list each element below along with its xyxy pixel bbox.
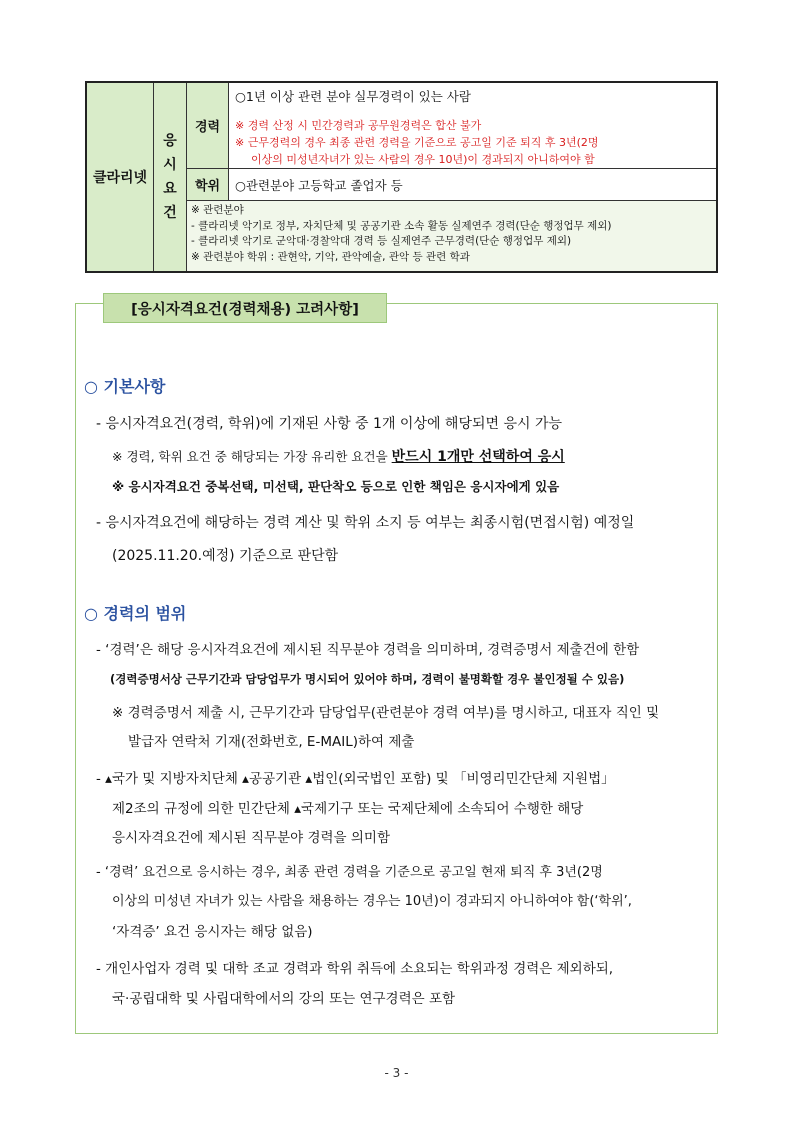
- note-line: ※ 관련분야: [191, 204, 244, 216]
- career-bullet-4a: - 개인사업자 경력 및 대학 조교 경력과 학위 취득에 소요되는 학위과정 경력은 제외하되,: [96, 961, 614, 977]
- related-field-notes: [187, 201, 716, 271]
- experience-requirement: ○1년 이상 관련 분야 실무경력이 있는 사람: [235, 89, 471, 104]
- note-line: ※ 관련분야 학위 : 관현악, 기악, 관악예술, 관악 등 관련 학과: [191, 250, 470, 263]
- career-bullet-2a: - ▴국가 및 지방자치단체 ▴공공기관 ▴법인(외국법인 포함) 및 「비영리민간단체 지원법」: [96, 771, 615, 787]
- experience-label: 경력: [187, 83, 229, 169]
- section-heading-basics: ○ 기본사항: [84, 377, 166, 396]
- basics-note-1-text: ※ 경력, 학위 요건 중 해당되는 가장 유리한 요건을: [112, 449, 392, 464]
- requirements-label-char: 건: [163, 205, 177, 221]
- requirements-label-char: 요: [163, 181, 177, 197]
- basics-bullet-2b: (2025.11.20.예정) 기준으로 판단함: [112, 548, 339, 564]
- career-bullet-3b: 이상의 미성년 자녀가 있는 사람을 채용하는 경우는 10년)이 경과되지 아니하여야 함(‘학위’,: [112, 894, 632, 909]
- degree-requirement: ○관련분야 고등학교 졸업자 등: [229, 169, 716, 201]
- basics-note-1-emphasis: 반드시 1개만 선택하여 응시: [391, 449, 565, 465]
- requirements-label-cell: [154, 83, 187, 271]
- section-heading-career-scope: ○ 경력의 범위: [84, 604, 187, 623]
- career-bullet-4b: 국·공립대학 및 사립대학에서의 강의 또는 연구경력은 포함: [112, 991, 456, 1007]
- degree-label: 학위: [187, 169, 229, 201]
- note-line: - 클라리넷 악기로 군악대·경찰악대 경력 등 실제연주 근무경력(단순 행정업무 제외): [191, 235, 572, 247]
- basics-note-1: [112, 446, 565, 466]
- basics-bullet-1: - 응시자격요건(경력, 학위)에 기재된 사항 중 1개 이상에 해당되면 응시 가능: [96, 416, 563, 432]
- experience-note-2a: ※ 근무경력의 경우 최종 관련 경력을 기준으로 공고일 기준 퇴직 후 3년(2명: [235, 136, 599, 149]
- basics-bullet-2a: - 응시자격요건에 해당하는 경력 계산 및 학위 소지 등 여부는 최종시험(면접시험) 예정일: [96, 515, 635, 531]
- career-bullet-1: - ‘경력’은 해당 응시자격요건에 제시된 직무분야 경력을 의미하며, 경력증명서 제출건에 한함: [96, 642, 640, 658]
- experience-content: [229, 83, 716, 169]
- career-bullet-2b: 제2조의 규정에 의한 민간단체 ▴국제기구 또는 국제단체에 소속되어 수행한 해당: [112, 801, 584, 817]
- requirements-table: [85, 81, 718, 273]
- career-bullet-3a: - ‘경력’ 요건으로 응시하는 경우, 최종 관련 경력을 기준으로 공고일 현재 퇴직 후 3년(2명: [96, 865, 603, 880]
- requirements-label-char: 시: [163, 157, 177, 173]
- career-note-1a: ※ 경력증명서 제출 시, 근무기간과 담당업무(관련분야 경력 여부)를 명시하고, 대표자 직인 및: [112, 705, 660, 721]
- note-line: - 클라리넷 악기로 정부, 자치단체 및 공공기관 소속 활동 실제연주 경력(단순 행정업무 제외): [191, 219, 612, 232]
- experience-note-2b: 이상의 미성년자녀가 있는 사람의 경우 10년)이 경과되지 아니하여야 함: [251, 153, 595, 166]
- career-bullet-2c: 응시자격요건에 제시된 직무분야 경력을 의미함: [112, 830, 390, 846]
- career-note-1b: 발급자 연락처 기재(전화번호, E-MAIL)하여 제출: [128, 734, 415, 750]
- career-bullet-1-bold: (경력증명서상 근무기간과 담당업무가 명시되어 있어야 하며, 경력이 불명확할 경우 불인정될 수 있음): [110, 672, 625, 686]
- page-number: - 3 -: [384, 1066, 409, 1080]
- basics-note-2: ※ 응시자격요건 중복선택, 미선택, 판단착오 등으로 인한 책임은 응시자에게 있음: [112, 479, 560, 494]
- requirements-label-char: 응: [163, 133, 177, 149]
- considerations-title: [응시자격요건(경력채용) 고려사항]: [103, 293, 387, 323]
- experience-note-1: ※ 경력 산정 시 민간경력과 공무원경력은 합산 불가: [235, 119, 482, 132]
- career-bullet-3c: ‘자격증’ 요건 응시자는 해당 없음): [112, 924, 313, 940]
- instrument-name-cell: 클라리넷: [87, 83, 154, 271]
